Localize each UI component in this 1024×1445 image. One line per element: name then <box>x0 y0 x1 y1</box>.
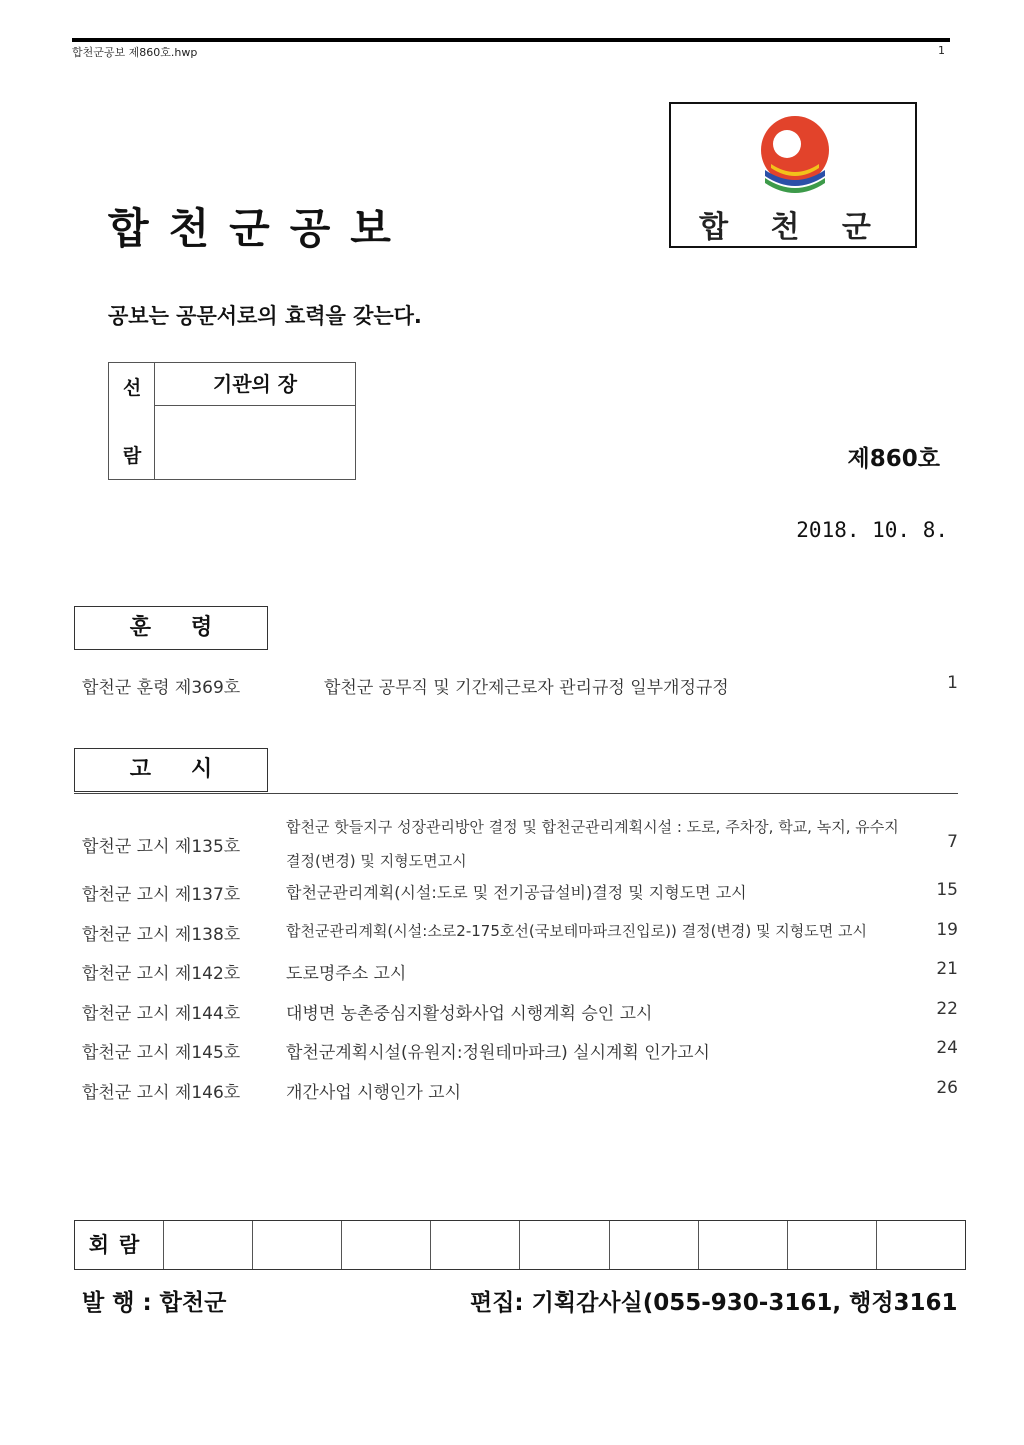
toc-title-continued: 결정(변경) 및 지형도면고시 <box>286 852 467 870</box>
circulation-label-bottom: 람 <box>122 445 142 467</box>
toc-page: 22 <box>936 999 958 1019</box>
circulation-label-top: 선 <box>122 377 142 399</box>
header-rule <box>72 38 950 42</box>
toc-page: 26 <box>936 1078 958 1098</box>
toc-page: 7 <box>947 832 958 852</box>
toc-page: 21 <box>936 959 958 979</box>
circulation-head: 기관의 장 <box>155 363 355 406</box>
toc-title: 합천군 공무직 및 기간제근로자 관리규정 일부개정규정 <box>324 678 729 698</box>
editor-contact: 편집: 기획감사실(055-930-3161, 행정3161 <box>470 1290 958 1316</box>
routing-label: 회람 <box>88 1233 150 1257</box>
header-filename: 합천군공보 제860호.hwp <box>72 46 198 59</box>
circulation-label-cell <box>109 363 155 479</box>
routing-cell <box>430 1221 519 1269</box>
circulation-box <box>108 362 356 480</box>
routing-cell <box>341 1221 430 1269</box>
routing-cell <box>163 1221 252 1269</box>
routing-cell <box>609 1221 698 1269</box>
toc-title: 대병면 농촌중심지활성화사업 시행계획 승인 고시 <box>286 1004 653 1024</box>
issue-number: 제860호 <box>847 446 940 472</box>
toc-title: 개간사업 시행인가 고시 <box>286 1083 462 1103</box>
toc-page: 24 <box>936 1038 958 1058</box>
routing-cell <box>519 1221 608 1269</box>
page-title: 합천군공보 <box>108 204 411 253</box>
toc-code: 합천군 고시 제137호 <box>82 885 241 905</box>
toc-title: 합천군 핫들지구 성장관리방안 결정 및 합천군관리계획시설 : 도로, 주차장, 학교, 녹지, 유수지 <box>286 818 899 836</box>
routing-cell <box>876 1221 965 1269</box>
logo-box <box>669 102 917 248</box>
publisher: 발 행 : 합천군 <box>82 1290 227 1316</box>
section-rule <box>74 793 958 794</box>
toc-title: 합천군관리계획(시설:소로2-175호선(국보테마파크진입로)) 결정(변경) 및 지형도면 고시 <box>286 922 867 940</box>
toc-page: 15 <box>936 880 958 900</box>
toc-code: 합천군 훈령 제369호 <box>82 678 241 698</box>
toc-page: 19 <box>936 920 958 940</box>
toc-code: 합천군 고시 제145호 <box>82 1043 241 1063</box>
routing-cell <box>787 1221 876 1269</box>
toc-code: 합천군 고시 제142호 <box>82 964 241 984</box>
toc-code: 합천군 고시 제144호 <box>82 1004 241 1024</box>
section-heading-hunryeong: 훈령 <box>74 606 268 650</box>
section-heading-gosi: 고시 <box>74 748 268 792</box>
routing-cell <box>252 1221 341 1269</box>
toc-code: 합천군 고시 제135호 <box>82 837 241 857</box>
hapcheon-emblem-icon <box>757 114 833 202</box>
motto: 공보는 공문서로의 효력을 갖는다. <box>108 304 422 328</box>
toc-title: 도로명주소 고시 <box>286 964 407 984</box>
header-page-number: 1 <box>938 44 945 57</box>
logo-org-name: 합 천 군 <box>699 210 887 245</box>
toc-code: 합천군 고시 제146호 <box>82 1083 241 1103</box>
toc-title: 합천군관리계획(시설:도로 및 전기공급설비)결정 및 지형도면 고시 <box>286 883 747 902</box>
toc-page: 1 <box>947 673 958 693</box>
routing-cell <box>698 1221 787 1269</box>
toc-code: 합천군 고시 제138호 <box>82 925 241 945</box>
issue-date: 2018. 10. 8. <box>796 518 948 542</box>
toc-title: 합천군계획시설(유원지:정원테마파크) 실시계획 인가고시 <box>286 1043 710 1063</box>
routing-stamp-table <box>74 1220 966 1270</box>
